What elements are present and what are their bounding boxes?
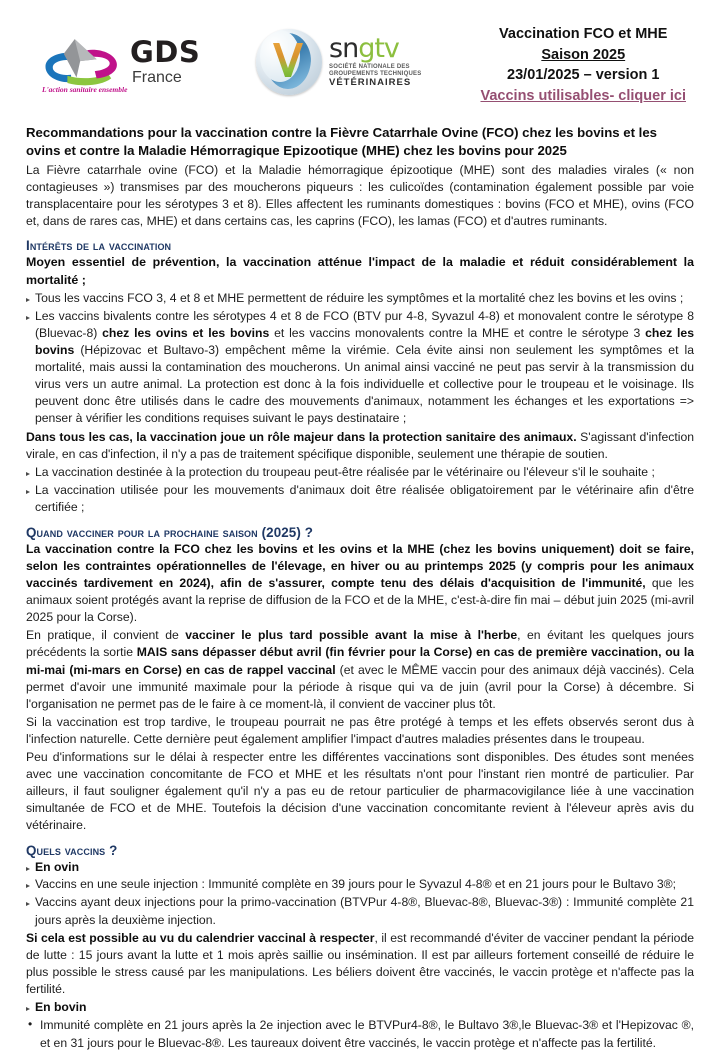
interets-statement-bold: Dans tous les cas, la vaccination joue un rôle majeur dans la protection sanitaire des animaux.: [26, 429, 577, 444]
header-title-line-1: Vaccination FCO et MHE: [499, 26, 668, 42]
interets-statement-rest: S'agissant d'infection virale, en cas d'infection, il n'y a pas de traitement spécifique disponible, seulement une thérapie de soutien.: [26, 429, 694, 461]
sngtv-logo: [256, 23, 446, 101]
ovin-subheading-list: [26, 859, 694, 876]
list-item: [26, 308, 694, 428]
section-heading-quand-vacciner: Quand vacciner pour la prochaine saison (2025) ?: [26, 524, 313, 540]
interets-bullet-2: Les vaccins bivalents contre les sérotypes 4 et 8 de FCO (BTV pur 4-8, Syvazul 4-8) et monovalent contre le sérotype 8 (Bluevac-8) chez les ovins et les bovins et les vaccins monovalents contre la MHE et contre le sérotype 3 chez les bovins (Hépizovac et Bultavo-3) empêchent même la virémie. Cela évite ainsi non seulement les symptômes et la mortalité, mais aussi la contamination des moucherons. Un animal ainsi vacciné ne peut pas servir à la transmission du virus vers un autre animal. La protection est donc à la fois individuelle et collective pour le troupeau et le voisinage. Ils peuvent donc être utilisés dans le cadre des mouvements d'animaux, notamment les échanges et les exportations => penser à vérifier les conditions requises suivant le pays destinataire ;: [35, 309, 694, 426]
gds-wordmark: [130, 35, 201, 86]
ovin-paragraph-rest: , il est recommandé d'éviter de vacciner pendant la période de lutte : 15 jours avant la lutte et 1 mois après saillie ou insémination. Il est par ailleurs fortement conseillé de réduire le plus possible le stress causé par les manipulations. Les béliers doivent être vaccinés, le vaccin protège et n'affecte pas la fertilité.: [26, 930, 694, 996]
interets-bullet-3: La vaccination destinée à la protection du troupeau peut-être réalisée par le vétérinaire ou l'éleveur s'il le souhaite ;: [35, 464, 655, 479]
header-title-line-2: Saison 2025: [541, 46, 626, 63]
section-heading-quels-vaccins: Quels vaccins ?: [26, 843, 118, 859]
section-heading-interets: Intérêts de la vaccination: [26, 238, 172, 254]
page-title: Recommandations pour la vaccination contre la Fièvre Catarrhale Ovine (FCO) chez les bovins et les ovins et contre la Maladie Hémorragique Epizootique (MHE) chez les bovins pour 2025: [26, 125, 657, 158]
quand-p2-bold-1: vacciner le plus tard possible avant la mise à l'herbe: [185, 628, 518, 643]
header-version-line: 23/01/2025 – version 1: [507, 67, 660, 84]
gds-country: France: [132, 69, 182, 86]
sngtv-line-1: SOCIÉTÉ NATIONALE DES: [329, 64, 410, 71]
subheading-en-bovin: [26, 999, 694, 1016]
interets-bullet-1: Tous les vaccins FCO 3, 4 et 8 et MHE permettent de réduire les symptômes et la mortalité chez les bovins et les ovins ;: [35, 290, 684, 305]
interets-bullet-4: La vaccination utilisée pour les mouvements d'animaux doit être réalisée obligatoirement par le vétérinaire afin d'être certifiée ;: [35, 482, 694, 514]
interets-bullet-list-2: [26, 464, 694, 516]
gds-logo-mark-icon: [40, 31, 128, 94]
document-header: [26, 18, 694, 118]
gds-name: GDS: [130, 35, 201, 69]
quand-paragraph-3: Si la vaccination est trop tardive, le troupeau pourrait ne pas être protégé à temps et les effets observés seront dus à l'infection naturelle. Cette dernière peut également amplifier l'impact d'autres maladies présentes dans le troupeau.: [26, 714, 694, 746]
quand-p2-d: (et avec le MÊME vaccin pour des animaux déjà vaccinés). Cela permet d'avoir une immunité maximale pour la période à risque qui va de juin (avril pour la Corse) à décembre. Si l'organisation ne permet pas de le faire à ce moment-là, il convient de vacciner plus tôt.: [26, 662, 695, 711]
interets-statement-paragraph: [26, 429, 694, 463]
list-item: [26, 1017, 694, 1052]
intro-paragraph: La Fièvre catarrhale ovine (FCO) et la Maladie hémorragique épizootique (MHE) sont des maladies virales (« non contagieuses ») transmises par des moucherons piqueurs : les culicoïdes (contamination également possible par voie transplacentaire pour les sérotypes 3 et 8). Elles affectent les ruminants domestiques : bovins (FCO et MHE), ovins (FCO et, dans de rares cas, MHE) et dans certains cas, les caprins (FCO), les lamas (FCO) et d'autres ruminants.: [26, 162, 694, 229]
interets-lead: Moyen essentiel de prévention, la vaccination atténue l'impact de la maladie et réduit considérablement la mortalité ;: [26, 255, 694, 287]
gds-tagline: L'action sanitaire ensemble: [42, 85, 128, 94]
bovin-bullet-1: Immunité complète en 21 jours après la 2e injection avec le BTVPur4-8®, le Bultavo 3®,le Bluevac-3® et l'Hepizovac ®, et en 31 jours pour le Bluevac-8®. Les taureaux doivent être vaccinés, le vaccin protège et n'affecte pas la fertilité.: [40, 1017, 694, 1050]
quand-p1-rest: que les animaux soient protégés avant la reprise de diffusion de la FCO et de la MHE, c'est-à-dire fin mai – début juin 2025 (mi-avril 2025 pour la Corse).: [26, 576, 695, 625]
ovin-paragraph-bold: Si cela est possible au vu du calendrier vaccinal à respecter: [26, 930, 375, 945]
sngtv-logo-mark-icon: [256, 29, 322, 95]
sngtv-wordmark: [329, 35, 421, 88]
bovin-subheading-list: [26, 999, 694, 1016]
subheading-en-ovin-label: En ovin: [35, 860, 80, 875]
subheading-en-bovin-label: En bovin: [35, 999, 87, 1014]
list-item: [26, 894, 694, 928]
quand-paragraph-4: Peu d'informations sur le délai à respecter entre les différentes vaccinations sont disponibles. Des études sont menées avec une vaccination concomitante de FCO et MHE et les résultats n'ont pour l'instant rien montré de particulier. Par ailleurs, il faut souligner également qu'il n'y a pas eu de retour particulier de pharmacovigilance liée à une vaccination simultanée de FCO et de MHE. Toutefois la décision d'une vaccination concomitante revient à l'éleveur après avis du vétérinaire.: [26, 749, 694, 833]
ovin-paragraph: [26, 930, 694, 998]
list-item: [26, 464, 694, 481]
quand-paragraph-2: [26, 627, 694, 712]
sngtv-name: sngtv: [329, 33, 399, 65]
quand-p1-bold: La vaccination contre la FCO chez les bovins et les ovins et la MHE (chez les bovins uniquement) doit se faire, selon les contraintes opérationnelles de l'élevage, en hiver ou au printemps 2025 (y compris pour les animaux vaccinés tardivement en 2024), afin de s'assurer, compte tenu des délais d'acquisition de l'immunité,: [26, 541, 694, 591]
sngtv-subtitle: [329, 64, 421, 88]
ovin-bullet-1: Vaccins en une seule injection : Immunité complète en 39 jours pour le Syvazul 4-8® et en 21 jours pour le Bultavo 3®;: [35, 877, 677, 892]
sngtv-line-2: GROUPEMENTS TECHNIQUES: [329, 70, 422, 77]
quand-p2-bold-2: MAIS sans dépasser début avril (fin février pour la Corse) en cas de première vaccination, ou la mi-mai (mi-mars en Corse) en cas de rappel vaccinal: [26, 645, 694, 677]
quand-paragraph-1: [26, 541, 694, 626]
quand-p2-a: En pratique, il convient de: [26, 628, 186, 643]
bovin-bullet-list: [26, 1017, 694, 1052]
gds-france-logo: [40, 26, 220, 98]
interets-bullet-list: [26, 290, 694, 428]
list-item: [26, 482, 694, 516]
ovin-bullet-2: Vaccins ayant deux injections pour la primo-vaccination (BTVPur 4-8®, Bluevac-8®, Bluevac-3®) : Immunité complète 21 jours après la deuxième injection.: [35, 895, 694, 927]
list-item: [26, 876, 694, 893]
subheading-en-ovin: [26, 859, 694, 876]
quand-p2-c: , en évitant les quelques jours précédents la sortie: [26, 628, 695, 660]
ovin-bullet-list: [26, 876, 694, 928]
header-title-block: [480, 18, 694, 106]
sngtv-line-3: VÉTÉRINAIRES: [329, 77, 412, 89]
document-body: [26, 124, 694, 1052]
list-item: [26, 290, 694, 307]
vaccins-utilisables-link[interactable]: Vaccins utilisables- cliquer ici: [480, 87, 686, 104]
